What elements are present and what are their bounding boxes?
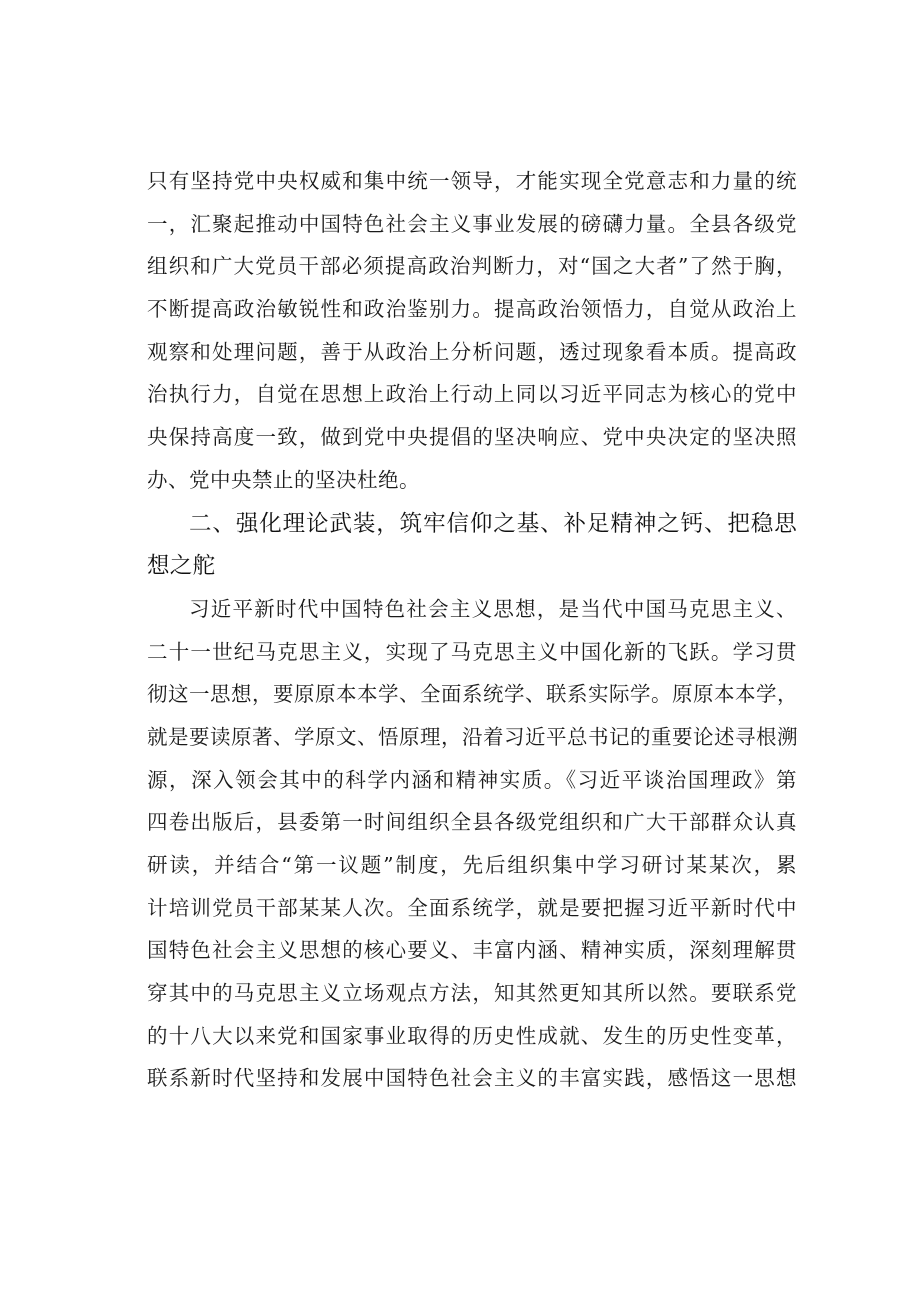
text-line: 联系新时代坚持和发展中国特色社会主义的丰富实践，感悟这一思想 — [147, 1066, 797, 1091]
text-line: 四卷出版后，县委第一时间组织全县各级党组织和广大干部群众认真 — [147, 810, 797, 835]
heading-line: 想之舵 — [147, 553, 216, 580]
document-body — [147, 160, 797, 1100]
text-line: 源，深入领会其中的科学内涵和精神实质。《习近平谈治国理政》第 — [147, 767, 797, 792]
text-line: 办、党中央禁止的坚决杜绝。 — [147, 467, 420, 492]
text-line: 治执行力，自觉在思想上政治上行动上同以习近平同志为核心的党中 — [147, 382, 797, 407]
text-line: 一，汇聚起推动中国特色社会主义事业发展的磅礴力量。全县各级党 — [147, 211, 797, 236]
heading-line: 二、强化理论武装，筑牢信仰之基、补足精神之钙、把稳思 — [189, 510, 797, 537]
text-line: 央保持高度一致，做到党中央提倡的坚决响应、党中央决定的坚决照 — [147, 425, 797, 450]
paragraph-theory-study — [147, 588, 797, 1100]
text-line: 二十一世纪马克思主义，实现了马克思主义中国化新的飞跃。学习贯 — [147, 639, 797, 664]
text-line: 就是要读原著、学原文、悟原理，沿着习近平总书记的重要论述寻根溯 — [147, 724, 798, 749]
text-line: 习近平新时代中国特色社会主义思想，是当代中国马克思主义、 — [189, 596, 797, 621]
text-line: 观察和处理问题，善于从政治上分析问题，透过现象看本质。提高政 — [147, 339, 797, 364]
text-line: 不断提高政治敏锐性和政治鉴别力。提高政治领悟力，自觉从政治上 — [147, 297, 797, 322]
text-line: 计培训党员干部某某人次。全面系统学，就是要把握习近平新时代中 — [147, 895, 797, 920]
paragraph-political-leadership — [147, 160, 797, 502]
section-heading-theory — [147, 503, 797, 588]
text-line: 彻这一思想，要原原本本学、全面系统学、联系实际学。原原本本学， — [147, 682, 798, 707]
text-line: 只有坚持党中央权威和集中统一领导，才能实现全党意志和力量的统 — [147, 169, 797, 193]
text-line: 研读，并结合“第一议题”制度，先后组织集中学习研讨某某次，累 — [147, 853, 797, 877]
text-line: 国特色社会主义思想的核心要义、丰富内涵、精神实质，深刻理解贯 — [147, 938, 797, 963]
text-line: 组织和广大党员干部必须提高政治判断力，对“国之大者”了然于胸， — [147, 254, 797, 279]
text-line: 穿其中的马克思主义立场观点方法，知其然更知其所以然。要联系党 — [147, 981, 797, 1006]
text-line: 的十八大以来党和国家事业取得的历史性成就、发生的历史性变革， — [147, 1023, 797, 1048]
